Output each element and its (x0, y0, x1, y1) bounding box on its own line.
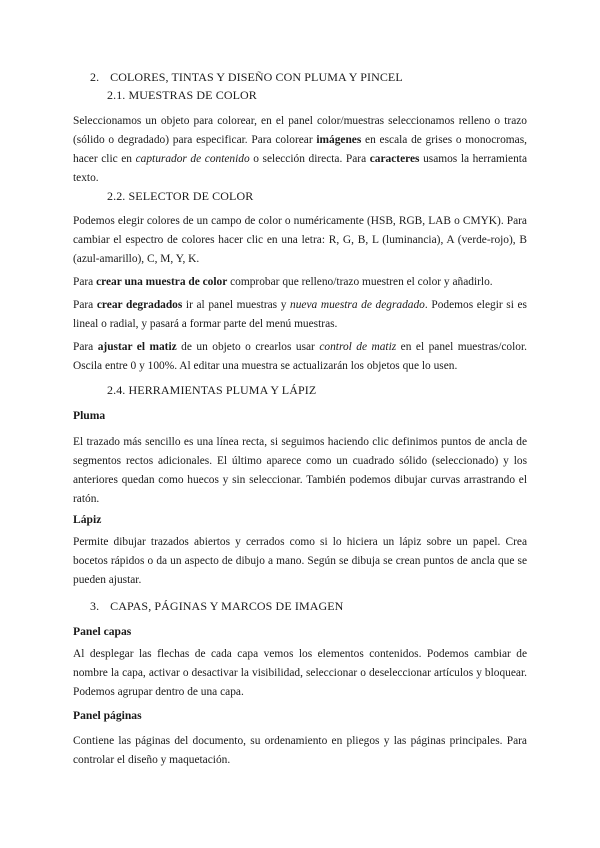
paragraph-panel-paginas: Contiene las páginas del documento, su ordenamiento en pliegos y las páginas principales. Para controlar el diseño y maquetación. (73, 735, 527, 766)
section-title: COLORES, TINTAS Y DISEÑO CON PLUMA Y PINCEL (110, 70, 403, 84)
paragraph-panel-capas: Al desplegar las flechas de cada capa vemos los elementos contenidos. Podemos cambiar de nombre la capa, activar o desactivar la visibilidad, seleccionar o deseleccionar artículos y bloquear. Podemos agrupar dentro de una capa. (73, 648, 527, 698)
paragraph-pluma: El trazado más sencillo es una línea recta, si seguimos haciendo clic definimos puntos de ancla de segmentos rectos adicionales. El último aparece como un cuadrado sólido (seleccionado) y los anteriores quedan como huecos y sin seleccionar. También podemos dibujar curvas arrastrando el ratón. (73, 436, 527, 505)
section-heading-colores (90, 70, 403, 85)
section-number: 3. (90, 599, 100, 613)
subsection-heading-muestras: 2.1. MUESTRAS DE COLOR (107, 88, 257, 102)
subsection-heading-selector: 2.2. SELECTOR DE COLOR (107, 189, 254, 203)
paragraph-crear-muestra: Para crear una muestra de color comprobar que relleno/trazo muestren el color y añadirlo. (73, 276, 493, 288)
paragraph-ajustar-matiz: Para ajustar el matiz de un objeto o crearlos usar control de matiz en el panel muestras/color. Oscila entre 0 y 100%. Al editar una muestra se actualizarán los objetos que lo usen. (73, 341, 527, 372)
paragraph-selector-intro: Podemos elegir colores de un campo de color o numéricamente (HSB, RGB, LAB o CMYK). Para cambiar el espectro de colores hacer clic en una letra: R, G, B, L (luminancia), A (verde-rojo), B (azul-amarillo), C, M, Y, K. (73, 215, 527, 265)
subheading-lapiz: Lápiz (73, 513, 102, 526)
subheading-panel-paginas: Panel páginas (73, 709, 142, 722)
section-heading-capas (90, 599, 343, 614)
subsection-heading-herramientas: 2.4. HERRAMIENTAS PLUMA Y LÁPIZ (107, 383, 317, 397)
paragraph-crear-degradados: Para crear degradados ir al panel muestras y nueva muestra de degradado. Podemos elegir si es lineal o radial, y pasará a formar parte del menú muestras. (73, 299, 527, 330)
subheading-pluma: Pluma (73, 409, 106, 422)
section-number: 2. (90, 70, 100, 84)
subheading-panel-capas: Panel capas (73, 625, 132, 638)
section-title: CAPAS, PÁGINAS Y MARCOS DE IMAGEN (110, 599, 344, 613)
paragraph-lapiz: Permite dibujar trazados abiertos y cerrados como si lo hiciera un lápiz sobre un papel. Crea bocetos rápidos o da un aspecto de dibujo a mano. Según se dibuja se crean puntos de ancla que se pueden ajustar. (73, 536, 527, 586)
paragraph-muestras: Seleccionamos un objeto para colorear, en el panel color/muestras seleccionamos relleno o trazo (sólido o degradado) para especificar. Para colorear imágenes en escala de grises o monocromas, hacer clic en capturador de contenido o selección directa. Para caracteres usamos la herramienta texto. (73, 115, 528, 184)
